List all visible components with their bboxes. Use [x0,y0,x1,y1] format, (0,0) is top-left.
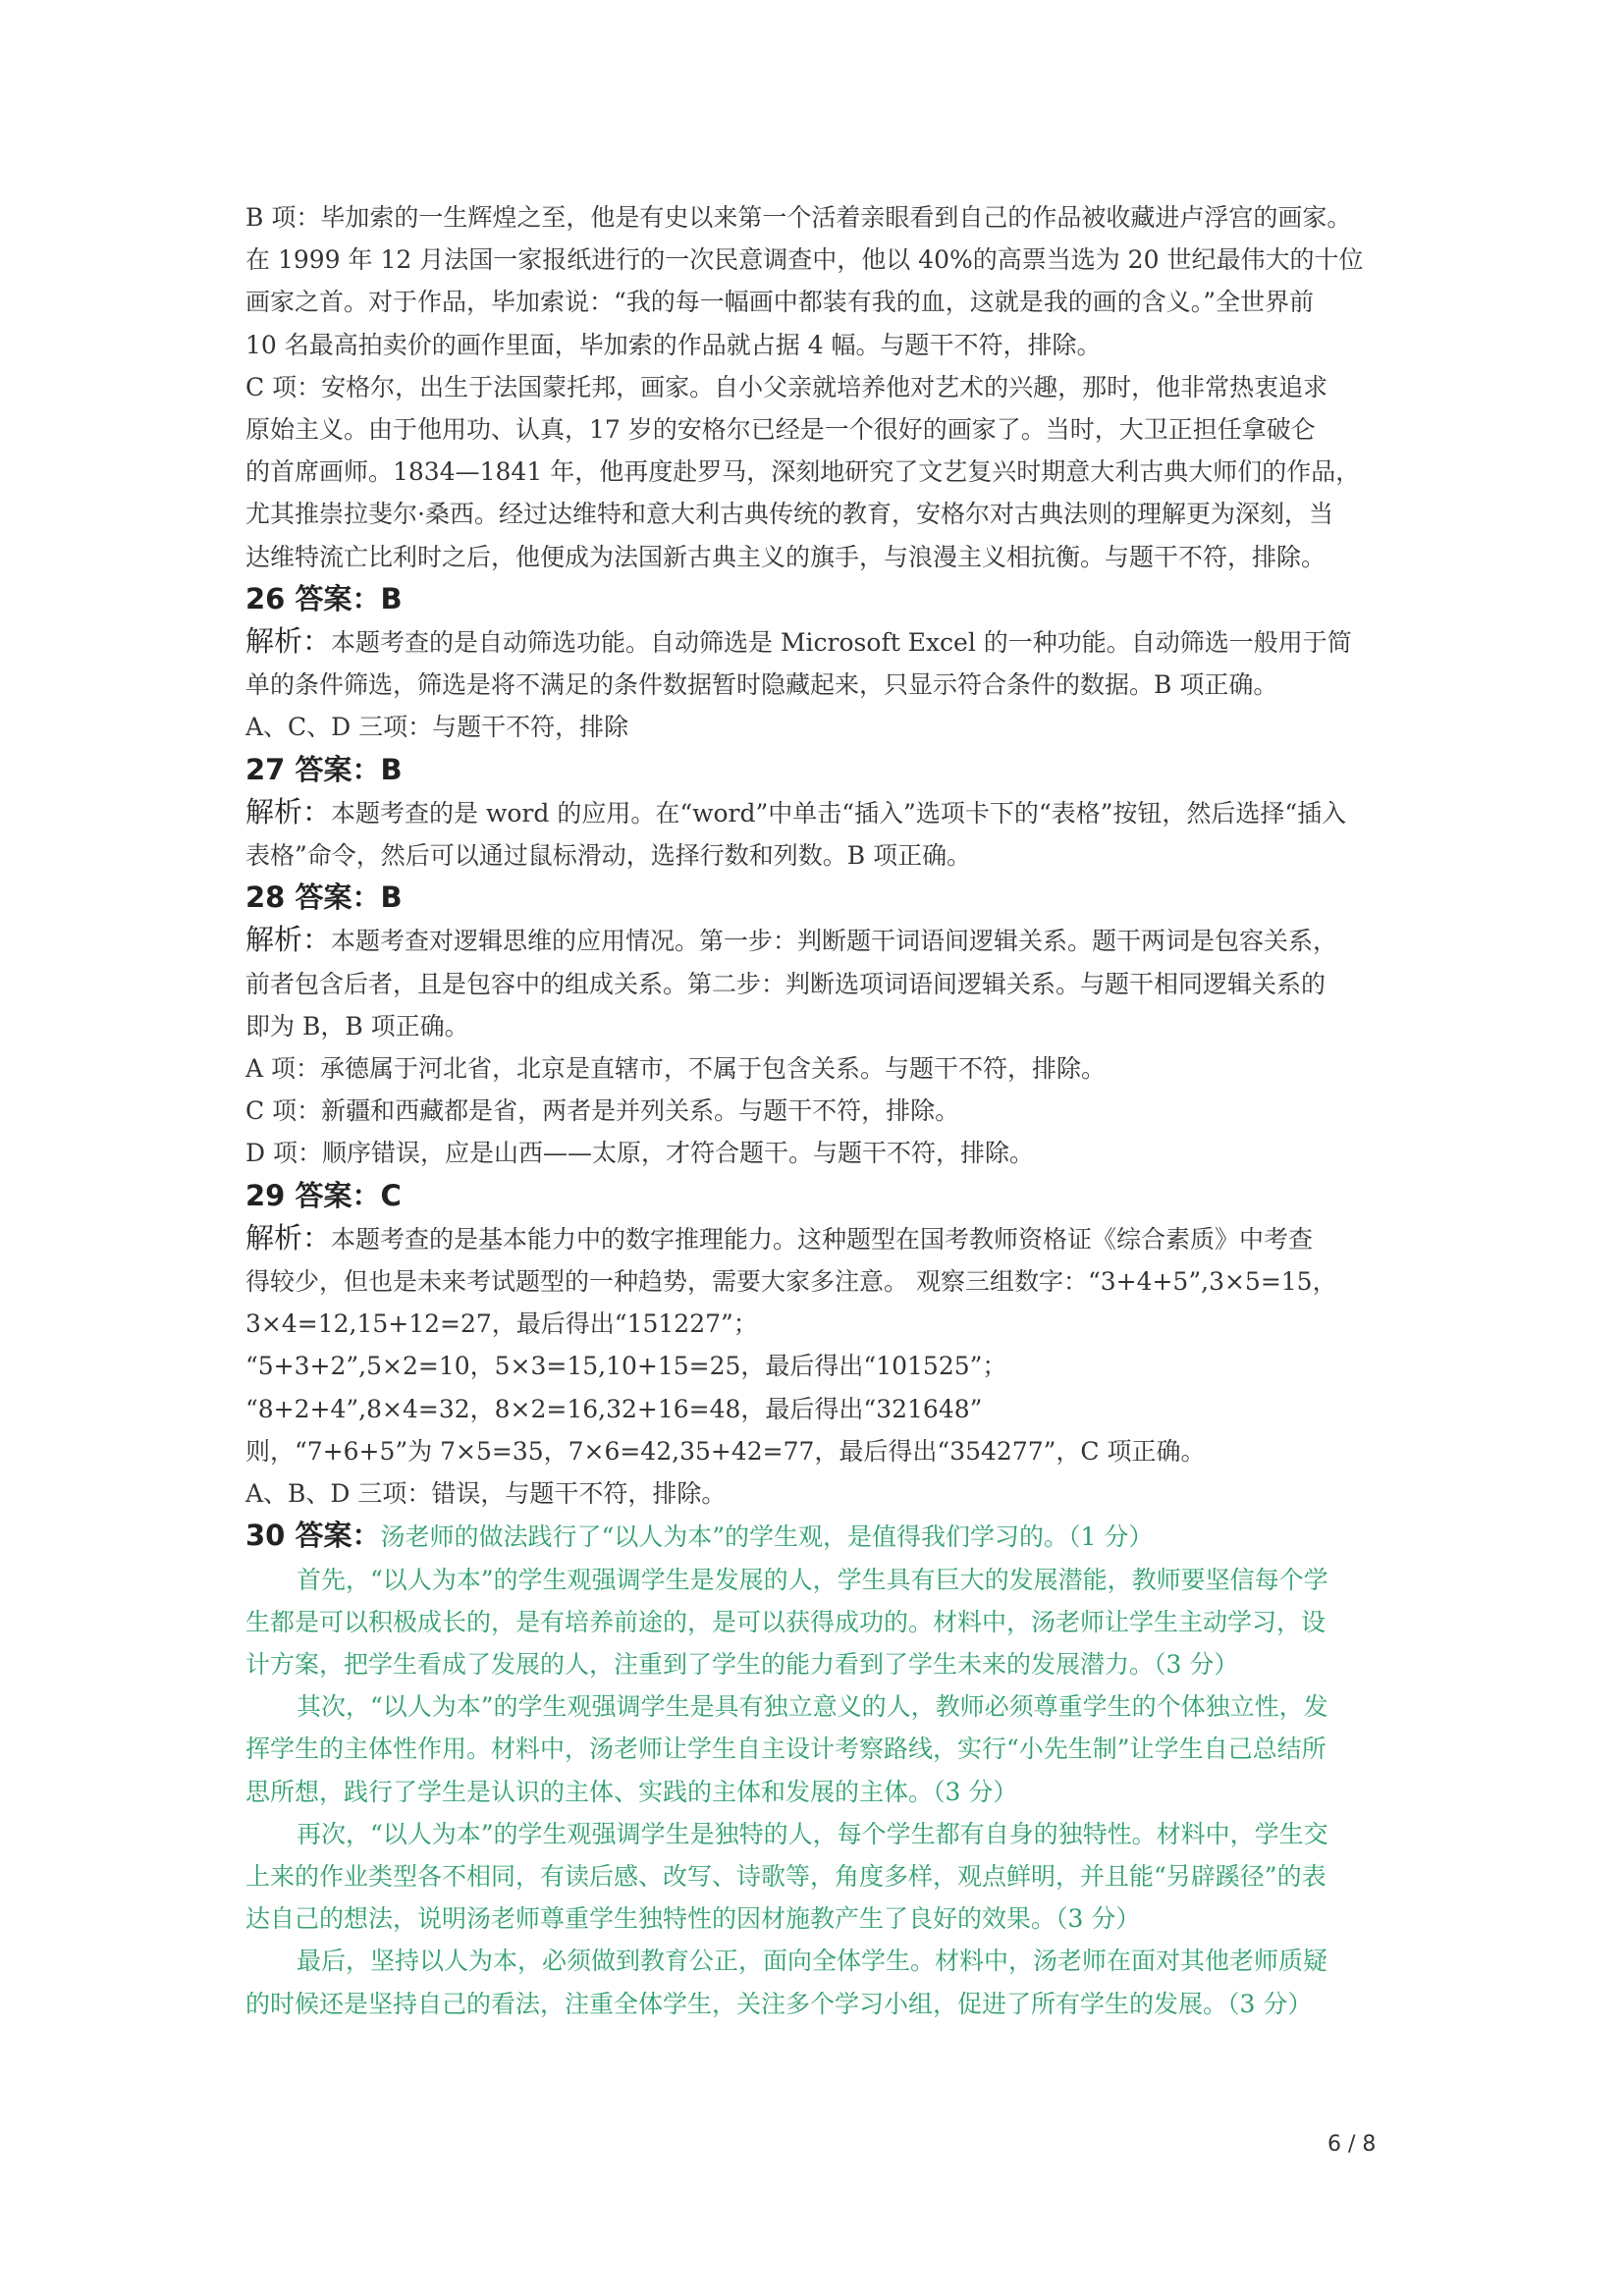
text-line: 即为 B，B 项正确。 [245,1011,469,1041]
text-line: 的首席画师。1834—1841 年，他再度赴罗马，深刻地研究了文艺复兴时期意大利古典大师们的作品， [245,457,1361,487]
question-26 [245,578,1382,749]
answer-line: 生都是可以积极成长的，是有培养前途的，是可以获得成功的。材料中，汤老师让学生主动学习，设 [245,1607,1326,1636]
answer-line: 再次，“以人为本”的学生观强调学生是独特的人，每个学生都有自身的独特性。材料中，学生交 [297,1819,1328,1848]
text-line: 表格”命令，然后可以通过鼠标滑动，选择行数和列数。B 项正确。 [245,841,972,871]
text-line: 前者包含后者，且是包容中的组成关系。第二步：判断选项词语间逻辑关系。与题干相同逻辑关系的 [245,969,1326,998]
analysis-label: 解析： [245,923,332,957]
analysis-label: 解析： [245,624,332,659]
analysis-line [245,1217,1382,1260]
analysis-text: 本题考查对逻辑思维的应用情况。第一步：判断题干词语间逻辑关系。题干两词是包容关系， [331,927,1338,956]
answer-line: 思所想，践行了学生是认识的主体、实践的主体和发展的主体。（3 分） [245,1777,1018,1806]
text-line: C 项：新疆和西藏都是省，两者是并列关系。与题干不符，排除。 [245,1096,960,1126]
analysis-text: 本题考查的是基本能力中的数字推理能力。这种题型在国考教师资格证《综合素质》中考查 [331,1224,1314,1254]
text-line: 尤其推崇拉斐尔·桑西。经过达维特和意大利古典传统的教育，安格尔对古典法则的理解更为深刻，当 [245,500,1333,529]
text-line: 单的条件筛选，筛选是将不满足的条件数据暂时隐藏起来，只显示符合条件的数据。B 项正确。 [245,670,1278,700]
answer-line: 首先，“以人为本”的学生观强调学生是发展的人，学生具有巨大的发展潜能，教师要坚信每个学 [297,1565,1328,1594]
text-line: 画家之首。对于作品，毕加索说：“我的每一幅画中都装有我的血，这就是我的画的含义。”全世界前 [245,288,1315,317]
answer-line: 计方案，把学生看成了发展的人，注重到了学生的能力看到了学生未来的发展潜力。（3 分） [245,1649,1239,1679]
answer-line: 的时候还是坚持自己的看法，注重全体学生，关注多个学习小组，促进了所有学生的发展。（3 分） [245,1989,1313,2018]
analysis-label: 解析： [245,794,332,828]
answer-heading: 28 答案：B [245,881,403,915]
text-line: “5+3+2”,5×2=10，5×3=15,10+15=25，最后得出“101525”； [245,1352,1007,1381]
text-line: 达维特流亡比利时之后，他便成为法国新古典主义的旗手，与浪漫主义相抗衡。与题干不符，排除。 [245,542,1326,571]
analysis-text: 本题考查的是自动筛选功能。自动筛选是 Microsoft Excel 的一种功能。自动筛选一般用于简 [331,628,1352,658]
answer-line: 其次，“以人为本”的学生观强调学生是具有独立意义的人，教师必须尊重学生的个体独立性，发 [297,1692,1328,1722]
text-line: A、B、D 三项：错误，与题干不符，排除。 [245,1479,727,1509]
text-line: 10 名最高拍卖价的画作里面，毕加索的作品就占据 4 幅。与题干不符，排除。 [245,330,1102,359]
answer-line: 挥学生的主体性作用。材料中，汤老师让学生自主设计考察路线，实行“小先生制”让学生自己总结所 [245,1735,1326,1764]
answer-heading [245,1515,1382,1558]
question-28 [245,877,1382,1174]
answer-heading: 26 答案：B [245,581,403,615]
text-line: 则，“7+6+5”为 7×5=35，7×6=42,35+42=77，最后得出“354277”，C 项正确。 [245,1436,1206,1466]
question-27 [245,749,1382,878]
text-line: C 项：安格尔，出生于法国蒙托邦，画家。自小父亲就培养他对艺术的兴趣，那时，他非常热衷追求 [245,372,1328,401]
analysis-text: 本题考查的是 word 的应用。在“word”中单击“插入”选项卡下的“表格”按钮，然后选择“插入 [331,798,1347,828]
text-line: A、C、D 三项：与题干不符，排除 [245,713,629,742]
text-line: 原始主义。由于他用功、认真，17 岁的安格尔已经是一个很好的画家了。当时，大卫正担任拿破仑 [245,415,1316,445]
intro-block [245,196,1382,578]
text-line: 得较少，但也是未来考试题型的一种趋势，需要大家多注意。 观察三组数字：“3+4+5”,3×5=15， [245,1267,1337,1297]
answer-first-line: 汤老师的做法践行了“以人为本”的学生观，是值得我们学习的。（1 分） [380,1522,1154,1552]
answer-heading: 27 答案：B [245,752,403,786]
question-30 [245,1515,1382,2024]
text-line: 在 1999 年 12 月法国一家报纸进行的一次民意调查中，他以 40%的高票当选为 20 世纪最伟大的十位 [245,245,1364,275]
answer-label: 30 答案： [245,1519,381,1553]
answer-heading: 29 答案：C [245,1178,402,1212]
analysis-label: 解析： [245,1220,332,1255]
analysis-line [245,620,1382,664]
answer-line: 达自己的想法，说明汤老师尊重学生独特性的因材施教产生了良好的效果。（3 分） [245,1904,1141,1934]
answer-line: 最后，坚持以人为本，必须做到教育公正，面向全体学生。材料中，汤老师在面对其他老师质疑 [297,1947,1328,1976]
text-line: 3×4=12,15+12=27，最后得出“151227”； [245,1309,758,1339]
text-line: A 项：承德属于河北省，北京是直辖市，不属于包含关系。与题干不符，排除。 [245,1054,1107,1084]
analysis-line [245,919,1382,962]
analysis-line [245,791,1382,834]
text-line: D 项：顺序错误，应是山西——太原，才符合题干。与题干不符，排除。 [245,1139,1034,1168]
page-body [245,196,1382,2025]
text-line: “8+2+4”,8×4=32，8×2=16,32+16=48，最后得出“321648” [245,1394,983,1423]
text-line: B 项：毕加索的一生辉煌之至，他是有史以来第一个活着亲眼看到自己的作品被收藏进卢浮宫的画家。 [245,203,1352,232]
page-number: 6 / 8 [1327,2132,1377,2157]
answer-line: 上来的作业类型各不相同，有读后感、改写、诗歌等，角度多样，观点鲜明，并且能“另辟蹊径”的表 [245,1861,1326,1891]
question-29 [245,1175,1382,1516]
